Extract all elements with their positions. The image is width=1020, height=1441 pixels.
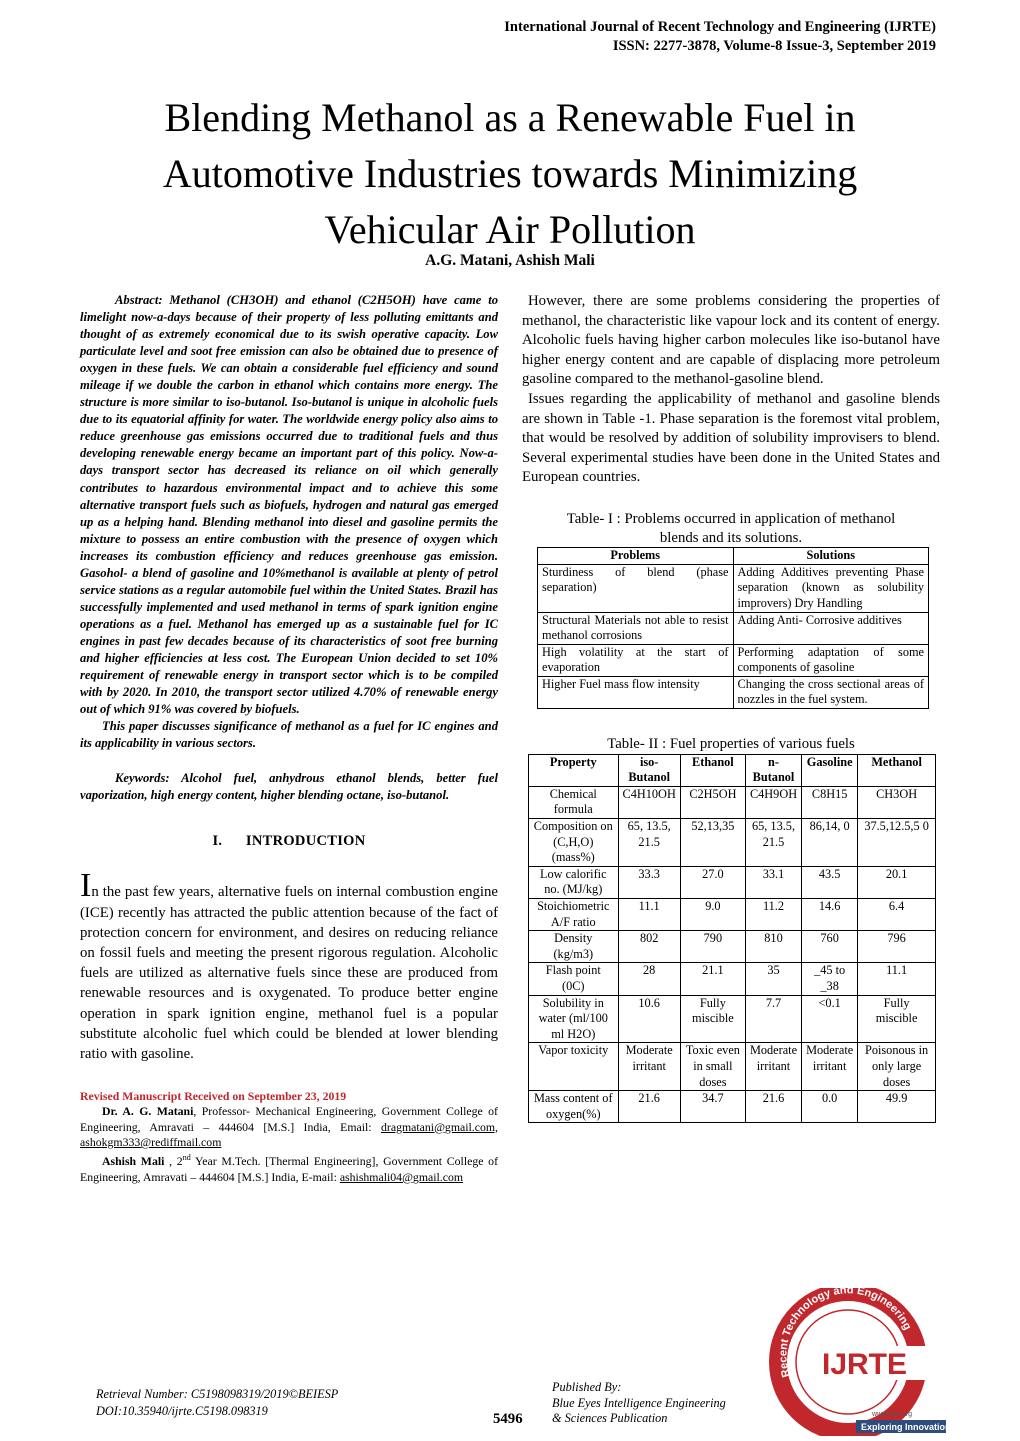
table-cell: 21.1: [680, 963, 745, 995]
author-footnote-1: [80, 1104, 498, 1150]
ijrte-logo-graphic: [760, 1288, 950, 1436]
table-row: [529, 1043, 936, 1091]
table-1-caption: [522, 510, 940, 547]
drop-cap: I: [80, 867, 92, 905]
table-row: [529, 995, 936, 1043]
table-cell: CH3OH: [858, 786, 936, 818]
table-cell: Moderate irritant: [802, 1043, 858, 1091]
table-1-caption-line-2: blends and its solutions.: [659, 529, 803, 546]
table-cell: _45 to _38: [802, 963, 858, 995]
publisher-line-2: & Sciences Publication: [552, 1411, 668, 1426]
table-cell: 28: [618, 963, 680, 995]
table-1-header-row: [538, 548, 929, 565]
table-1-header: Solutions: [733, 548, 929, 565]
author-2-affiliation: Year M.Tech. [Thermal Engineering], Government College of Engineering, Amravati – 444604 [M.S.] India, E-mail:: [80, 1154, 499, 1184]
logo-banner-text: Exploring Innovation: [861, 1422, 950, 1432]
table-cell: 21.6: [745, 1091, 801, 1123]
table-cell: Low calorific no. (MJ/kg): [529, 866, 619, 898]
table-row: [529, 786, 936, 818]
table-cell: Toxic even in small doses: [680, 1043, 745, 1091]
table-cell: 790: [680, 931, 745, 963]
journal-name: International Journal of Recent Technology and Engineering (IJRTE): [504, 19, 936, 35]
right-paragraph-1: However, there are some problems considering the properties of methanol, the characteristic like vapour lock and its content of energy. Alcoholic fuels having higher carbon molecules like iso-butanol have higher energy content and are capable of displacing more petroleum gasoline compared to the methanol-gasoline blend.: [522, 293, 940, 388]
title-line-2: Automotive Industries towards Minimizing: [162, 151, 858, 196]
table-cell: Moderate irritant: [745, 1043, 801, 1091]
table-2-header-row: [529, 754, 936, 786]
table-row: [538, 564, 929, 612]
authors: A.G. Matani, Ashish Mali: [425, 252, 595, 269]
author-1-affiliation: , Professor- Mechanical Engineering, Government College of Engineering, Amravati – 444604 [M.S.] India, Email:: [80, 1104, 498, 1134]
table-row: [529, 866, 936, 898]
table-cell: 11.1: [618, 899, 680, 931]
logo-ring-text: Recent Technology and Engineering: [777, 1288, 914, 1379]
author-1-emails[interactable]: dragmatani@gmail.com, ashokgm333@rediffmail.com: [80, 1119, 499, 1149]
section-heading-introduction: I. INTRODUCTION: [212, 833, 366, 850]
table-cell: Changing the cross sectional areas of nozzles in the fuel system.: [733, 676, 929, 708]
table-cell: Fully miscible: [858, 995, 936, 1043]
table-cell: 43.5: [802, 866, 858, 898]
table-cell: High volatility at the start of evaporation: [538, 644, 734, 676]
table-cell: Poisonous in only large doses: [858, 1043, 936, 1091]
revised-date: Revised Manuscript Received on September 23, 2019: [80, 1089, 347, 1104]
author-2-email[interactable]: ashishmali04@gmail.com: [339, 1169, 464, 1184]
table-row: [529, 963, 936, 995]
table-1-header: Problems: [538, 548, 734, 565]
author-2-name: Ashish Mali: [102, 1154, 165, 1169]
author-footnote-2: [80, 1150, 498, 1185]
table-cell: Solubility in water (ml/100 ml H2O): [529, 995, 619, 1043]
journal-issn: ISSN: 2277-3878, Volume-8 Issue-3, September 2019: [612, 38, 936, 54]
abstract-summary: This paper discusses significance of methanol as a fuel for IC engines and its applicability in various sectors.: [80, 719, 498, 751]
table-cell: C4H10OH: [618, 786, 680, 818]
table-2: [528, 754, 936, 1124]
table-row: [538, 644, 929, 676]
table-cell: C2H5OH: [680, 786, 745, 818]
logo-url: www.ijrte.org: [872, 1411, 913, 1418]
left-column: [80, 292, 498, 1185]
table-cell: 9.0: [680, 899, 745, 931]
table-cell: Stoichiometric A/F ratio: [529, 899, 619, 931]
table-row: [529, 1091, 936, 1123]
table-cell: 33.3: [618, 866, 680, 898]
table-2-header: Property: [529, 754, 619, 786]
table-cell: C4H9OH: [745, 786, 801, 818]
table-cell: Chemical formula: [529, 786, 619, 818]
table-row: [538, 676, 929, 708]
table-cell: 65, 13.5, 21.5: [745, 819, 801, 867]
table-2-header: iso-Butanol: [618, 754, 680, 786]
table-cell: 21.6: [618, 1091, 680, 1123]
table-cell: Mass content of oxygen(%): [529, 1091, 619, 1123]
table-row: [529, 931, 936, 963]
logo-main-text: IJRTE: [822, 1348, 908, 1381]
title-line-1: Blending Methanol as a Renewable Fuel in: [164, 95, 856, 140]
retrieval-number: Retrieval Number: C5198098319/2019©BEIESP: [96, 1387, 339, 1401]
author-2-year-suffix: nd: [182, 1153, 191, 1163]
table-cell: Composition on (C,H,O) (mass%): [529, 819, 619, 867]
doi: DOI:10.35940/ijrte.C5198.098319: [96, 1404, 268, 1418]
table-cell: 760: [802, 931, 858, 963]
table-cell: 14.6: [802, 899, 858, 931]
table-cell: 52,13,35: [680, 819, 745, 867]
publisher: [552, 1380, 726, 1427]
table-cell: 796: [858, 931, 936, 963]
table-cell: Fully miscible: [680, 995, 745, 1043]
abstract-paragraph: Abstract: Methanol (CH3OH) and ethanol (C2H5OH) have came to limelight now-a-days because of their property of less polluting emittants and thought of as extremely economical due to its swish operative capacity. Low particulate level and soot free emission can also be obtained due to presence of oxygen in these fuels. We can obtain a considerable fuel efficiency and sound mileage if we double the carbon in ethanol which contains more energy. The structure is more similar to iso-butanol. Iso-butanol is unique in alcoholic fuels due to its equatorial affinity for water. The worldwide energy policy also aims to reduce greenhouse gas emissions occurred due to traditional fuels and thus developing renewable energy became an important part of this policy. Now-a-days transport sector has decreased its reliance on oil which generally contributes to hazardous environmental impact and to achieve this some alternative transport fuels such as biofuels, hydrogen and natural gas emerged up as a helping hand. Blending methanol into diesel and gasoline permits the mixture to possess an entire combustion with the presence of oxygen which increases its combustion efficiency and reduces greenhouse gas emission. Gasohol- a blend of gasoline and 10%methanol is available at plenty of petrol service stations as a regular automobile fuel within the United States. Brazil has successfully implemented and used methanol in terms of spark ignition engine operations as a fuel. Methanol has emerged up as a sustainable fuel for IC engines in past few decades because of its characteristics of soot free burning and higher efficiencies at less cost. The European Union decided to set 10% requirement of renewable energy in transport sector which is to be compiled with by 2020. In 2010, the transport sector utilized 4.70% of renewable energy out of which 91% was covered by biofuels.: [80, 293, 498, 717]
table-cell: 33.1: [745, 866, 801, 898]
table-cell: 20.1: [858, 866, 936, 898]
table-cell: 34.7: [680, 1091, 745, 1123]
table-cell: Structural Materials not able to resist methanol corrosions: [538, 612, 734, 644]
table-1-caption-line-1: Table- I : Problems occurred in application of methanol: [566, 510, 896, 527]
table-cell: Sturdiness of blend (phase separation): [538, 564, 734, 612]
introduction-paragraph: [80, 867, 498, 1064]
author-2-year: , 2: [164, 1154, 183, 1169]
table-cell: Moderate irritant: [618, 1043, 680, 1091]
publisher-line-1: Blue Eyes Intelligence Engineering: [552, 1395, 726, 1410]
published-by: Published By:: [552, 1380, 622, 1394]
ijrte-logo: [760, 1288, 950, 1441]
table-2-caption: Table- II : Fuel properties of various fuels: [607, 736, 855, 753]
author-1-name: Dr. A. G. Matani: [102, 1104, 194, 1119]
page-number: 5496: [493, 1411, 523, 1427]
table-cell: Higher Fuel mass flow intensity: [538, 676, 734, 708]
table-cell: Adding Anti- Corrosive additives: [733, 612, 929, 644]
table-cell: 810: [745, 931, 801, 963]
table-cell: Adding Additives preventing Phase separation (known as solubility improvers) Dry Handling: [733, 564, 929, 612]
table-row: [538, 612, 929, 644]
table-cell: Performing adaptation of some components of gasoline: [733, 644, 929, 676]
keywords: Keywords: Alcohol fuel, anhydrous ethanol blends, better fuel vaporization, high energy content, higher blending octane, iso-butanol.: [80, 771, 498, 803]
table-cell: 37.5,12.5,5 0: [858, 819, 936, 867]
table-2-header: Methanol: [858, 754, 936, 786]
table-cell: 10.6: [618, 995, 680, 1043]
table-1: [537, 547, 929, 709]
table-2-header: n-Butanol: [745, 754, 801, 786]
table-cell: 7.7: [745, 995, 801, 1043]
footer-left: [96, 1386, 338, 1420]
right-column: [522, 292, 940, 1123]
table-row: [529, 819, 936, 867]
table-cell: 802: [618, 931, 680, 963]
table-2-header: Ethanol: [680, 754, 745, 786]
table-row: [529, 899, 936, 931]
table-cell: Flash point (0C): [529, 963, 619, 995]
table-cell: 35: [745, 963, 801, 995]
table-cell: 6.4: [858, 899, 936, 931]
table-cell: 11.2: [745, 899, 801, 931]
table-cell: 0.0: [802, 1091, 858, 1123]
table-cell: 65, 13.5, 21.5: [618, 819, 680, 867]
right-paragraph-2: Issues regarding the applicability of methanol and gasoline blends are shown in Table -1. Phase separation is the foremost vital problem, that would be resolved by addition of solubility improvisers to blend. Several experimental studies have been done in the United States and European countries.: [522, 390, 940, 486]
table-cell: 86,14, 0: [802, 819, 858, 867]
table-cell: Vapor toxicity: [529, 1043, 619, 1091]
table-cell: 11.1: [858, 963, 936, 995]
journal-header: [504, 18, 936, 56]
table-cell: 27.0: [680, 866, 745, 898]
title-line-3: Vehicular Air Pollution: [324, 207, 696, 252]
table-cell: 49.9: [858, 1091, 936, 1123]
introduction-text: n the past few years, alternative fuels on internal combustion engine (ICE) recently has attracted the public attention because of the fact of protection concern for environment, and desires on reducing reliance on fossil fuels and meeting the present rigorous regulation. Alcoholic fuels are utilized as alternative fuels since these are produced from renewable resources and is oxygenated. To produce better engine operation in spark ignition engine, methanol fuel is a popular substitute alcoholic fuel which could be blended at lower blending ratio with gasoline.: [80, 884, 498, 1062]
paper-title: [100, 90, 920, 258]
table-2-header: Gasoline: [802, 754, 858, 786]
table-2-body: [529, 786, 936, 1122]
table-cell: Density (kg/m3): [529, 931, 619, 963]
table-cell: C8H15: [802, 786, 858, 818]
table-cell: <0.1: [802, 995, 858, 1043]
